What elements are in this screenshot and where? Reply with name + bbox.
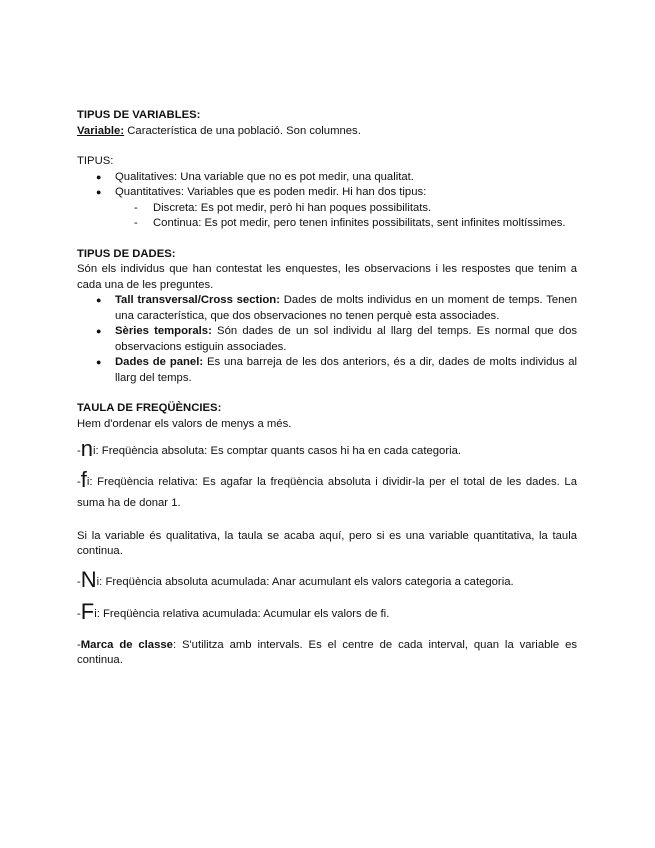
bullet-icon: ●: [96, 171, 102, 182]
fi-symbol: f: [80, 466, 87, 492]
list-item: ● Sèries temporals: Són dades de un sol individu al llarg del temps. Es normal que dos observacions estiguin associades.: [96, 325, 577, 353]
data-types-list: [77, 293, 577, 386]
heading-taula-frequencies: TAULA DE FREQÜÈNCIES:: [77, 402, 222, 414]
variable-text: Característica de una població. Son columnes.: [124, 124, 361, 137]
dash-icon: -: [134, 217, 138, 229]
list-item: ● Quantitatives: Variables que es poden medir. Hi han dos tipus:: [77, 185, 577, 201]
heading-tipus-variables: TIPUS DE VARIABLES:: [77, 109, 201, 121]
tipus-label: TIPUS:: [77, 155, 114, 167]
variable-label: Variable:: [77, 124, 125, 137]
Ni-symbol: N: [80, 566, 97, 592]
list-item: ● Tall transversal/Cross section: Dades de molts individus en un moment de temps. Tenen una característica, que dos observaciones no tenen perquè esta associades.: [96, 294, 577, 322]
Ni-definition: -Ni: Freqüència absoluta acumulada: Anar acumulant els valors categoria a categoria.: [77, 566, 514, 592]
Fi-definition: -Fi: Freqüència relativa acumulada: Acumular els valors de fi.: [77, 599, 390, 624]
qualitative-note: Si la variable és qualitativa, la taula se acaba aquí, pero si es una variable quantitativa, la taula continua.: [77, 529, 577, 557]
fi-definition: -fi: Freqüència relativa: Es agafar la freqüència absoluta i dividir-la per el total de les dades. La suma ha de donar 1.: [77, 466, 577, 509]
sub-list-item: - Continua: Es pot medir, pero tenen infinites possibilitats, sent infinites moltíssimes.: [77, 216, 577, 232]
variable-definition: [77, 124, 577, 140]
bullet-icon: ●: [96, 187, 102, 197]
sub-list-item: - Discreta: Es pot medir, però hi han poques possibilitats.: [77, 201, 577, 217]
ni-symbol: n: [80, 436, 94, 461]
bullet-icon: ●: [96, 295, 102, 305]
taula-intro: Hem d'ordenar els valors de menys a més.: [77, 417, 292, 430]
bullet-icon: ●: [96, 326, 102, 336]
list-item: ● Qualitatives: Una variable que no es pot medir, una qualitat.: [77, 170, 577, 186]
dash-icon: -: [134, 201, 138, 214]
list-item: ● Dades de panel: Es una barreja de les dos anteriors, és a dir, dades de molts individus al llarg del temps.: [96, 356, 577, 384]
variable-types-list: [77, 170, 577, 232]
Fi-symbol: F: [80, 599, 95, 624]
heading-tipus-dades: TIPUS DE DADES:: [77, 247, 176, 260]
marca-classe: -Marca de classe: S'utilitza amb intervals. Es el centre de cada interval, quan la variable es continua.: [77, 638, 577, 666]
bullet-icon: ●: [96, 357, 102, 367]
document-page: [77, 108, 577, 669]
dades-intro: Són els individus que han contestat les enquestes, les observacions i les respostes que tenim a cada una de les preguntes.: [77, 263, 577, 291]
ni-definition: -ni: Freqüència absoluta: Es comptar quants casos hi ha en cada categoria.: [77, 436, 462, 461]
